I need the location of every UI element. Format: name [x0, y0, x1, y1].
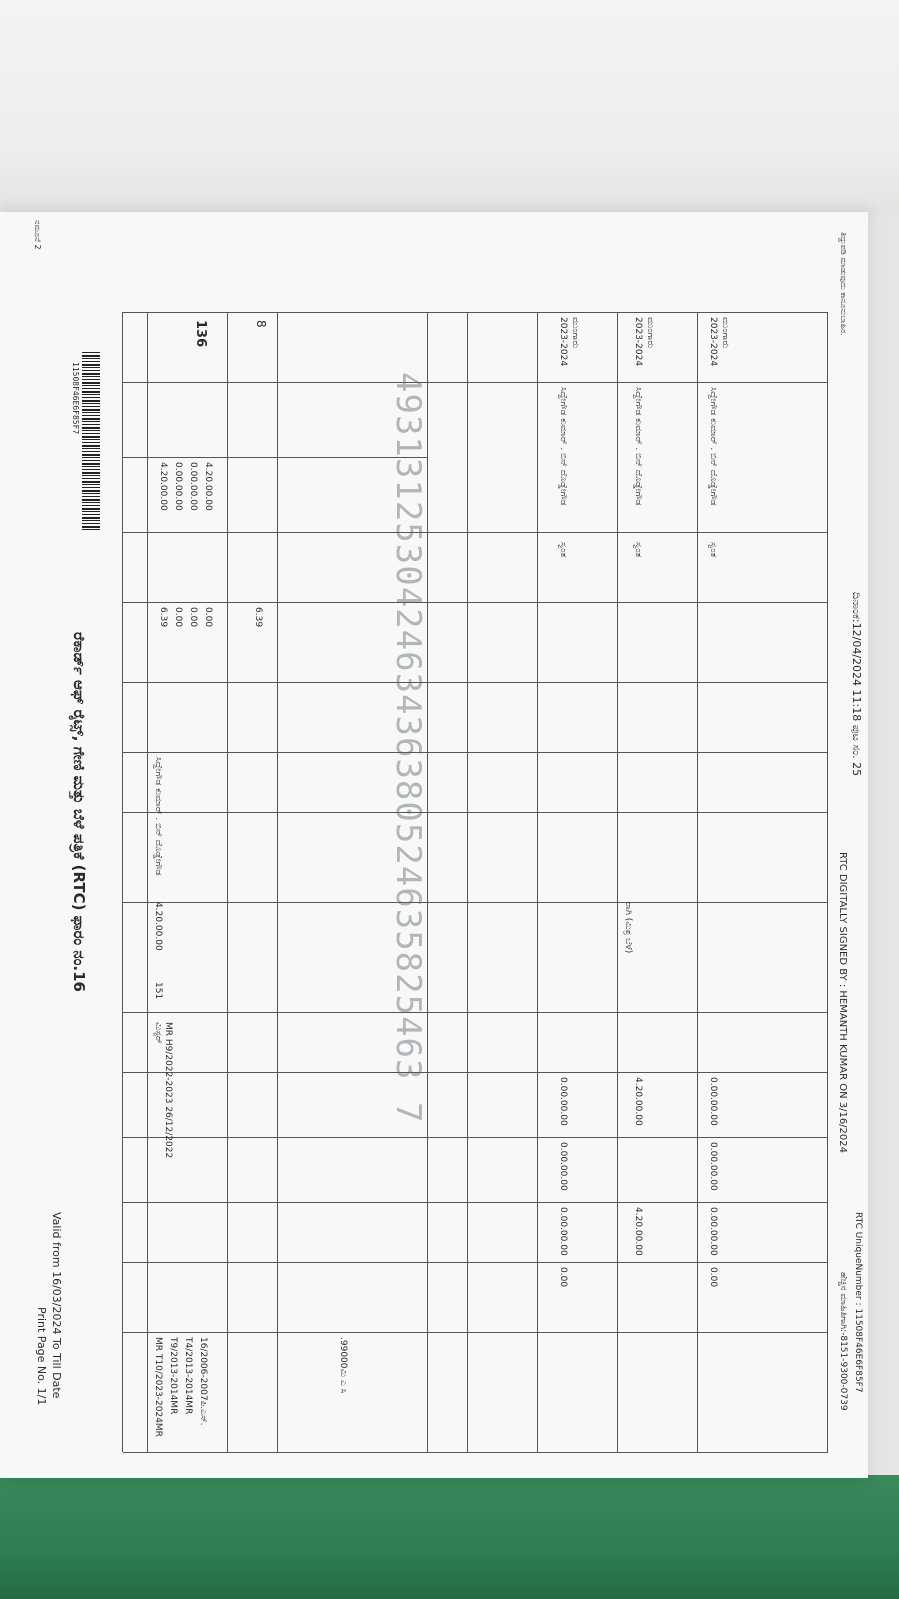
- crop-row-3-v13: 0.00: [708, 1267, 718, 1288]
- tax-value-2: 0.00: [173, 607, 183, 628]
- valid-from: Valid from 16/03/2024 To Till Date: [50, 1212, 63, 1399]
- mutation-reference: MR H9/2022-2023 26/12/2022 ಮಿಸ್ಟರ್: [153, 1022, 173, 1159]
- crop-row-1-year: 2023-2024: [558, 317, 568, 367]
- col-12: [123, 1202, 828, 1203]
- crop-row-1-v13: 0.00: [558, 1267, 568, 1288]
- frame-right: [123, 1452, 828, 1453]
- tax-total: 6.39: [253, 607, 263, 628]
- band-6: [537, 312, 538, 1452]
- mr-list-1: MR T10/2023-2024MR: [153, 1337, 163, 1437]
- print-page-number: Print Page No. 1/1: [35, 1307, 48, 1406]
- hissa-number: 8: [254, 320, 268, 328]
- rotated-rtc-document: [0, 212, 868, 1478]
- crop-row-2-area: 4.20.00.00: [633, 1077, 643, 1126]
- col-1: [123, 382, 828, 383]
- crop-row-2-v12: 4.20.00.00: [633, 1207, 643, 1256]
- area-value-4: 4.20.00.00: [203, 462, 213, 511]
- crop-row-1-v12: 0.00.00.00: [558, 1207, 568, 1256]
- crop-row-1-v11: 0.00.00.00: [558, 1142, 568, 1191]
- crop-row-3-v12: 0.00.00.00: [708, 1207, 718, 1256]
- form-number: ನಮೂನೆ 2: [33, 220, 42, 250]
- frame-left: [123, 312, 828, 313]
- footer-note: ತಿದ್ದುಪಡಿ ಮಾಡುವುದು ಕಾನೂನುಬಾಹಿರ.: [839, 232, 848, 336]
- band-3: [277, 312, 278, 1452]
- owner-name: ಸಿದ್ದೇಗೌಡ ಕುಮಾರ್ . ಬಿನ್ ದೊಡ್ಡೇಗೌಡ: [153, 757, 163, 876]
- date-line: ದಿನಾಂಕ:12/04/2024 11:18 ಪುಟ ಸಂ. 25: [850, 592, 863, 777]
- document-title: ರೆಕಾರ್ಡ್ ಆಫ್ ರೈಟ್ಸ್, ಗೇಣಿ ಮತ್ತು ಬೆಳೆ ಪತ್ರಿಕೆ (RTC) ಫಾರಂ ನಂ.16: [70, 632, 88, 992]
- crop-row-3-season: ಮುಂಗಾರು: [720, 317, 730, 349]
- crop-row-3-type: ಸ್ವಂತ: [708, 542, 718, 558]
- col-4: [123, 602, 828, 603]
- frame-top: [122, 312, 123, 1452]
- serial-watermark: 493131253042463436380524635825463 7: [388, 372, 428, 1124]
- crop-row-2-name: ಸಿದ್ದೇಗೌಡ ಕುಮಾರ್ . ಬಿನ್ ದೊಡ್ಡೇಗೌಡ: [633, 387, 643, 506]
- mr-list-4: 16/2006-2007ಪಿ.ಎಸ್.: [198, 1337, 208, 1426]
- crop-row-3-name: ಸಿದ್ದೇಗೌಡ ಕುಮಾರ್ . ಬಿನ್ ದೊಡ್ಡೇಗೌಡ: [708, 387, 718, 506]
- table-surface-top: [0, 0, 899, 215]
- crop-extra-note: ರಾಗಿ (ಮಿಶ್ರ ಬೆಳೆ): [623, 902, 633, 954]
- col-5: [123, 682, 828, 683]
- crop-row-3-year: 2023-2024: [708, 317, 718, 367]
- band-1: [147, 312, 148, 1452]
- owner-khata: 151: [153, 982, 163, 1000]
- crop-row-2-season: ಮುಂಗಾರು: [645, 317, 655, 349]
- mr-list-3: T4/2013-2014MR: [183, 1337, 193, 1415]
- col-13: [123, 1262, 828, 1263]
- band-7: [617, 312, 618, 1452]
- col-11: [123, 1137, 828, 1138]
- band-2: [227, 312, 228, 1452]
- crop-row-1-name: ಸಿದ್ದೇಗೌಡ ಕುಮಾರ್ . ಬಿನ್ ದೊಡ್ಡೇಗೌಡ: [558, 387, 568, 506]
- crop-row-2-year: 2023-2024: [633, 317, 643, 367]
- barcode-id: 11508F46E6F85F7: [71, 362, 80, 435]
- green-surface-bottom: [0, 1475, 899, 1599]
- mr-list-2: T9/2013-2014MR: [168, 1337, 178, 1415]
- digital-signature: RTC DIGITALLY SIGNED BY : HEMANTH KUMAR ON 3/16/2024: [837, 852, 848, 1154]
- col-6: [123, 752, 828, 753]
- unique-number: RTC UniqueNumber : 11508F46E6F85F7: [853, 1212, 863, 1393]
- crop-row-1-type: ಸ್ವಂತ: [558, 542, 568, 558]
- band-5: [467, 312, 468, 1452]
- owner-area: 4.20.00.00: [153, 902, 163, 951]
- crop-row-2-type: ಸ್ವಂತ: [633, 542, 643, 558]
- crop-row-3-area: 0.00.00.00: [708, 1077, 718, 1126]
- mr-list-5: .99000ಮಿ ಎ ಸಿ: [338, 1337, 348, 1394]
- band-8: [697, 312, 698, 1452]
- tax-value-3: 0.00: [188, 607, 198, 628]
- col-9: [123, 1012, 828, 1013]
- area-value-1: 4.20.00.00: [158, 462, 168, 511]
- col-7: [123, 812, 828, 813]
- rtc-document-sheet: [0, 212, 868, 1478]
- crop-row-3-v11: 0.00.00.00: [708, 1142, 718, 1191]
- col-10: [123, 1072, 828, 1073]
- frame-bottom: [827, 312, 828, 1452]
- area-value-2: 0.00.00.00: [173, 462, 183, 511]
- crop-row-1-area: 0.00.00.00: [558, 1077, 568, 1126]
- crop-row-1-season: ಮುಂಗಾರು: [570, 317, 580, 349]
- tax-value-1: 6.39: [158, 607, 168, 628]
- col-3: [123, 532, 828, 533]
- barcode: [82, 352, 100, 532]
- tax-value-4: 0.00: [203, 607, 213, 628]
- col-2: [123, 457, 428, 458]
- area-value-3: 0.00.00.00: [188, 462, 198, 511]
- col-8: [123, 902, 828, 903]
- col-14: [123, 1332, 828, 1333]
- phone-line: ಹೆಚ್ಚಿನ ಮಾಹಿತಿಗಾಗಿ:-8151-9300-0739: [838, 1272, 848, 1411]
- survey-number: 136: [193, 320, 208, 348]
